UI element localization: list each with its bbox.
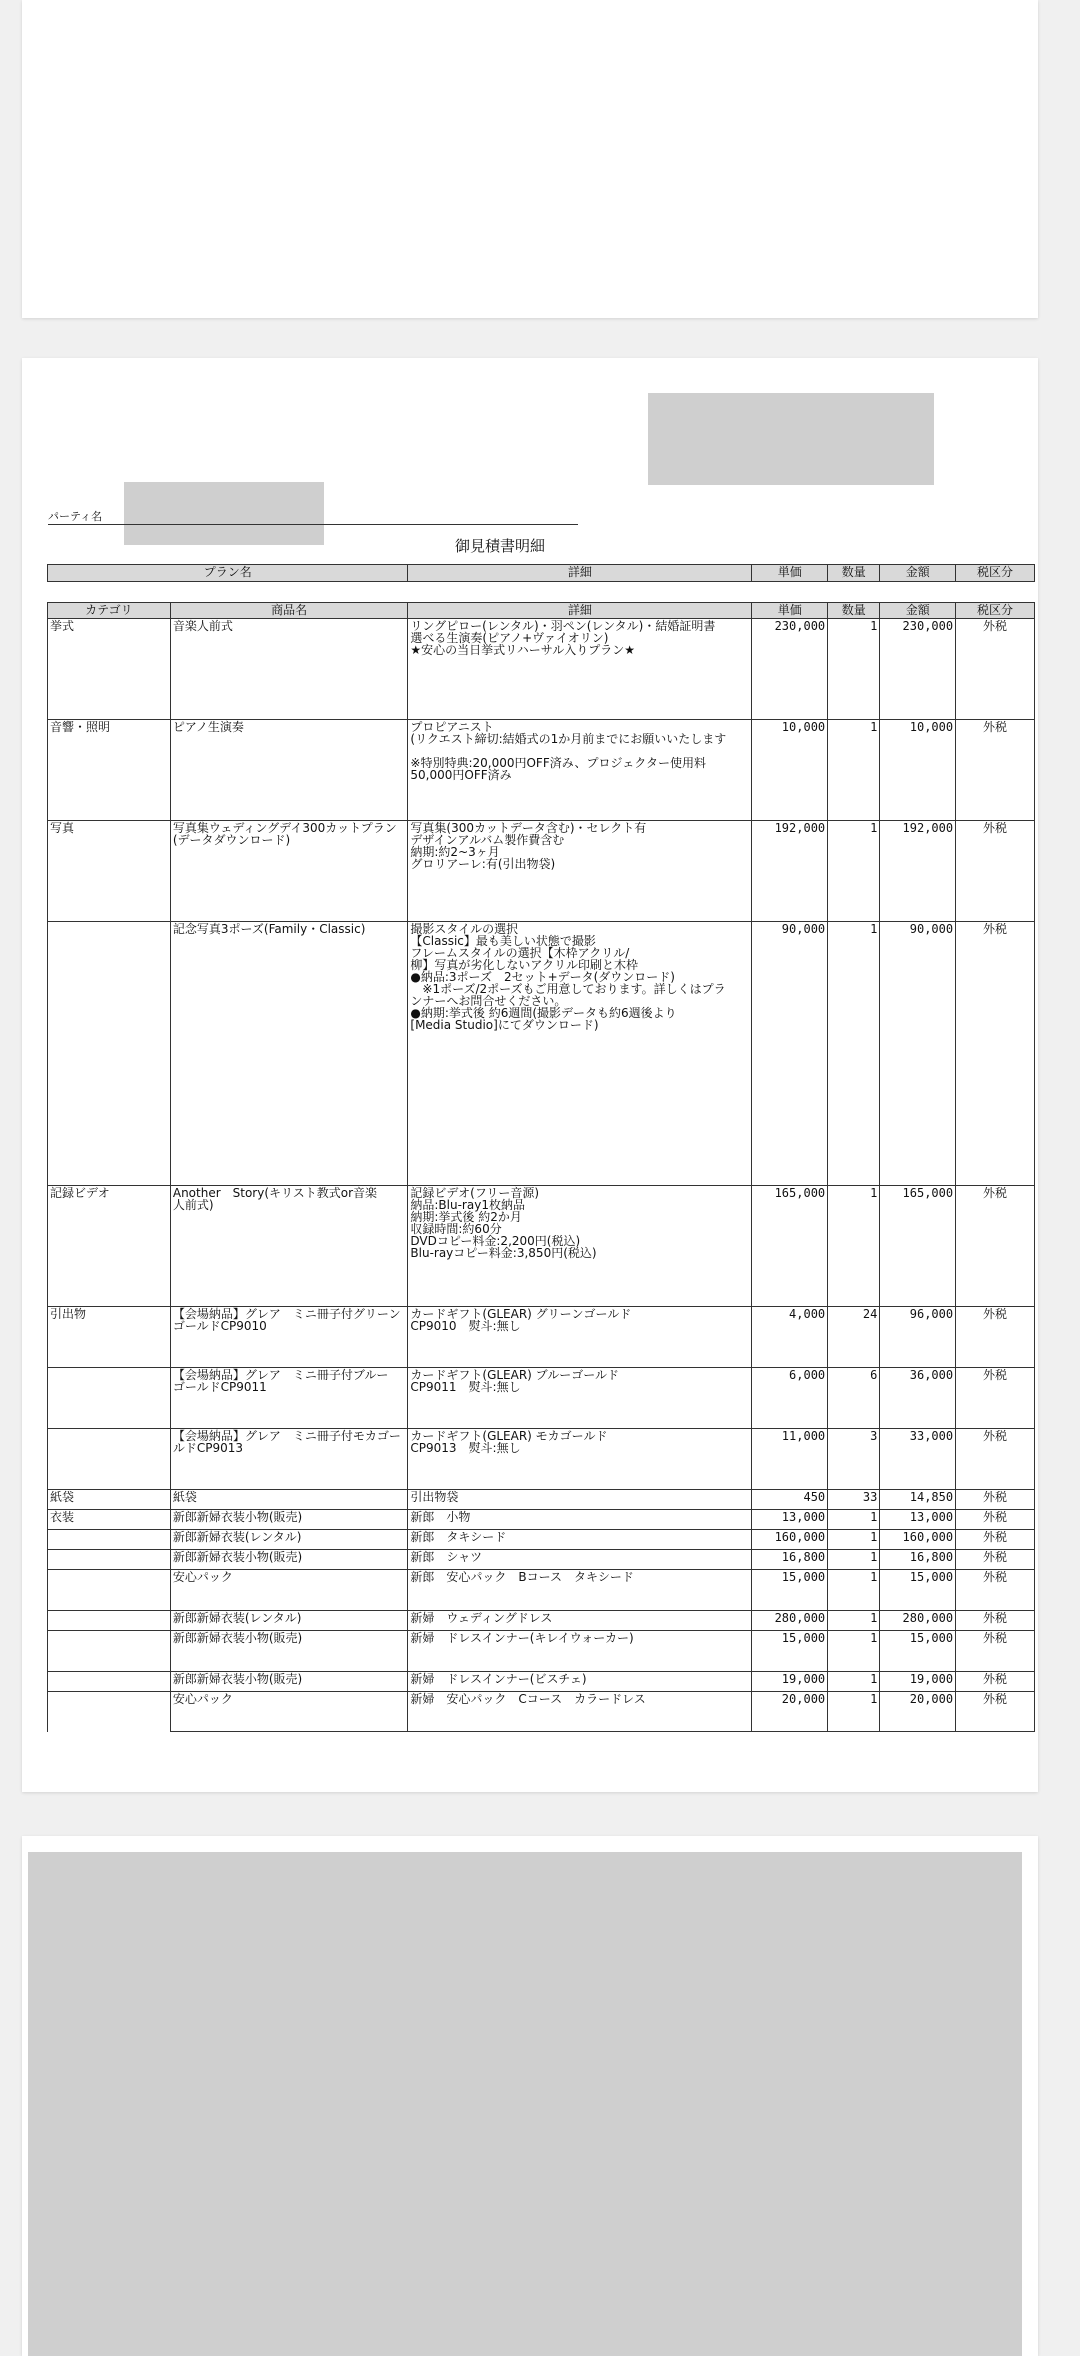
tax-type-cell: 外税 bbox=[956, 821, 1035, 922]
amount-cell: 14,850 bbox=[880, 1490, 956, 1510]
table-row bbox=[48, 1611, 1035, 1631]
quantity-cell: 1 bbox=[828, 720, 880, 821]
tax-type-cell: 外税 bbox=[956, 619, 1035, 720]
quantity-cell: 1 bbox=[828, 1510, 880, 1530]
unit-price-cell: 280,000 bbox=[752, 1611, 828, 1631]
detail-cell: 新郎 シャツ bbox=[408, 1550, 752, 1570]
unit-price-cell: 19,000 bbox=[752, 1672, 828, 1692]
unit-price-cell: 13,000 bbox=[752, 1510, 828, 1530]
table-row bbox=[48, 1550, 1035, 1570]
product-cell: 【会場納品】グレア ミニ冊子付ブルー ゴールドCP9011 bbox=[170, 1368, 408, 1429]
plan-detail-header: 詳細 bbox=[408, 565, 752, 582]
table-row bbox=[48, 821, 1035, 922]
category-cell: 衣装 bbox=[48, 1510, 171, 1530]
detail-cell: 引出物袋 bbox=[408, 1490, 752, 1510]
table-row bbox=[48, 922, 1035, 1186]
quantity-cell: 1 bbox=[828, 1692, 880, 1732]
plan-header-table bbox=[47, 564, 1035, 582]
product-cell: 新郎新婦衣装小物(販売) bbox=[170, 1550, 408, 1570]
amount-cell: 20,000 bbox=[880, 1692, 956, 1732]
unit-price-cell: 16,800 bbox=[752, 1550, 828, 1570]
category-header: カテゴリ bbox=[48, 603, 171, 619]
category-cell bbox=[48, 1570, 171, 1611]
redacted-page-content bbox=[28, 1852, 1022, 2356]
quantity-cell: 6 bbox=[828, 1368, 880, 1429]
plan-unit-price-header: 単価 bbox=[752, 565, 828, 582]
unit-price-cell: 20,000 bbox=[752, 1692, 828, 1732]
table-row bbox=[48, 1510, 1035, 1530]
category-cell bbox=[48, 1429, 171, 1490]
product-cell: 【会場納品】グレア ミニ冊子付モカゴー ルドCP9013 bbox=[170, 1429, 408, 1490]
tax-type-cell: 外税 bbox=[956, 1429, 1035, 1490]
tax-type-cell: 外税 bbox=[956, 1550, 1035, 1570]
product-cell: 新郎新婦衣装小物(販売) bbox=[170, 1672, 408, 1692]
unit-price-header: 単価 bbox=[752, 603, 828, 619]
unit-price-cell: 11,000 bbox=[752, 1429, 828, 1490]
detail-cell: 新郎 安心パック Bコース タキシード bbox=[408, 1570, 752, 1611]
unit-price-cell: 165,000 bbox=[752, 1186, 828, 1307]
product-cell: 安心パック bbox=[170, 1692, 408, 1732]
unit-price-cell: 4,000 bbox=[752, 1307, 828, 1368]
category-cell bbox=[48, 922, 171, 1186]
detail-cell: 新郎 タキシード bbox=[408, 1530, 752, 1550]
category-cell: 挙式 bbox=[48, 619, 171, 720]
quantity-header: 数量 bbox=[828, 603, 880, 619]
unit-price-cell: 450 bbox=[752, 1490, 828, 1510]
detail-cell: 写真集(300カットデータ含む)・セレクト有 デザインアルバム製作費含む 納期:約2~3ヶ月 グロリアーレ:有(引出物袋) bbox=[408, 821, 752, 922]
tax-type-cell: 外税 bbox=[956, 1368, 1035, 1429]
table-row bbox=[48, 720, 1035, 821]
tax-type-cell: 外税 bbox=[956, 1692, 1035, 1732]
quantity-cell: 1 bbox=[828, 619, 880, 720]
detail-cell: 新婦 ウェディングドレス bbox=[408, 1611, 752, 1631]
detail-cell: 記録ビデオ(フリー音源) 納品:Blu-ray1枚納品 納期:挙式後 約2か月 収録時間:約60分 DVDコピー料金:2,200円(税込) Blu-rayコピー料金:3,850円(税込) bbox=[408, 1186, 752, 1307]
quantity-cell: 1 bbox=[828, 1570, 880, 1611]
category-cell bbox=[48, 1631, 171, 1672]
tax-type-cell: 外税 bbox=[956, 1530, 1035, 1550]
party-name-underline bbox=[48, 524, 578, 525]
product-cell: 新郎新婦衣装(レンタル) bbox=[170, 1611, 408, 1631]
quantity-cell: 3 bbox=[828, 1429, 880, 1490]
amount-cell: 10,000 bbox=[880, 720, 956, 821]
amount-cell: 33,000 bbox=[880, 1429, 956, 1490]
unit-price-cell: 160,000 bbox=[752, 1530, 828, 1550]
amount-cell: 36,000 bbox=[880, 1368, 956, 1429]
category-cell bbox=[48, 1672, 171, 1692]
table-row bbox=[48, 1570, 1035, 1611]
category-cell: 引出物 bbox=[48, 1307, 171, 1368]
quantity-cell: 33 bbox=[828, 1490, 880, 1510]
product-cell: 新郎新婦衣装(レンタル) bbox=[170, 1530, 408, 1550]
quantity-cell: 1 bbox=[828, 1186, 880, 1307]
amount-cell: 165,000 bbox=[880, 1186, 956, 1307]
party-name-label: パーティ名 bbox=[48, 510, 103, 523]
tax-type-cell: 外税 bbox=[956, 922, 1035, 1186]
tax-type-cell: 外税 bbox=[956, 1307, 1035, 1368]
detail-cell: カードギフト(GLEAR) モカゴールド CP9013 熨斗:無し bbox=[408, 1429, 752, 1490]
table-row bbox=[48, 1307, 1035, 1368]
table-row bbox=[48, 1490, 1035, 1510]
amount-cell: 280,000 bbox=[880, 1611, 956, 1631]
category-cell bbox=[48, 1530, 171, 1550]
category-cell bbox=[48, 1368, 171, 1429]
detail-cell: 新婦 ドレスインナー(キレイウォーカー) bbox=[408, 1631, 752, 1672]
quantity-cell: 1 bbox=[828, 821, 880, 922]
plan-name-header: プラン名 bbox=[48, 565, 408, 582]
detail-cell: 新郎 小物 bbox=[408, 1510, 752, 1530]
quantity-cell: 1 bbox=[828, 1550, 880, 1570]
tax-type-cell: 外税 bbox=[956, 1611, 1035, 1631]
document-page-previous bbox=[22, 0, 1038, 318]
detail-cell: カードギフト(GLEAR) グリーンゴールド CP9010 熨斗:無し bbox=[408, 1307, 752, 1368]
redacted-company-block bbox=[648, 393, 934, 485]
category-cell: 写真 bbox=[48, 821, 171, 922]
detail-cell: リングピロー(レンタル)・羽ペン(レンタル)・結婚証明書 選べる生演奏(ピアノ+ヴァイオリン) ★安心の当日挙式リハーサル入りプラン★ bbox=[408, 619, 752, 720]
plan-amount-header: 金額 bbox=[880, 565, 956, 582]
quantity-cell: 24 bbox=[828, 1307, 880, 1368]
amount-cell: 16,800 bbox=[880, 1550, 956, 1570]
detail-cell: カードギフト(GLEAR) ブルーゴールド CP9011 熨斗:無し bbox=[408, 1368, 752, 1429]
unit-price-cell: 10,000 bbox=[752, 720, 828, 821]
product-cell: 音楽人前式 bbox=[170, 619, 408, 720]
detail-cell: 新婦 ドレスインナー(ビスチェ) bbox=[408, 1672, 752, 1692]
amount-cell: 15,000 bbox=[880, 1631, 956, 1672]
amount-header: 金額 bbox=[880, 603, 956, 619]
table-row bbox=[48, 619, 1035, 720]
tax-type-cell: 外税 bbox=[956, 1672, 1035, 1692]
product-header: 商品名 bbox=[170, 603, 408, 619]
tax-type-cell: 外税 bbox=[956, 1186, 1035, 1307]
quantity-cell: 1 bbox=[828, 1631, 880, 1672]
amount-cell: 160,000 bbox=[880, 1530, 956, 1550]
tax-type-header: 税区分 bbox=[956, 603, 1035, 619]
product-cell: 紙袋 bbox=[170, 1490, 408, 1510]
quantity-cell: 1 bbox=[828, 1672, 880, 1692]
unit-price-cell: 15,000 bbox=[752, 1570, 828, 1611]
table-row bbox=[48, 1368, 1035, 1429]
table-row bbox=[48, 1631, 1035, 1672]
product-cell: 記念写真3ポーズ(Family・Classic) bbox=[170, 922, 408, 1186]
category-cell: 記録ビデオ bbox=[48, 1186, 171, 1307]
amount-cell: 230,000 bbox=[880, 619, 956, 720]
table-row bbox=[48, 1530, 1035, 1550]
detail-cell: プロピアニスト (リクエスト締切:結婚式の1か月前までにお願いいたします ※特別特典:20,000円OFF済み、プロジェクター使用料 50,000円OFF済み bbox=[408, 720, 752, 821]
amount-cell: 13,000 bbox=[880, 1510, 956, 1530]
category-cell bbox=[48, 1611, 171, 1631]
quantity-cell: 1 bbox=[828, 922, 880, 1186]
quantity-cell: 1 bbox=[828, 1530, 880, 1550]
table-row bbox=[48, 1186, 1035, 1307]
amount-cell: 96,000 bbox=[880, 1307, 956, 1368]
product-cell: Another Story(キリスト教式or音楽 人前式) bbox=[170, 1186, 408, 1307]
amount-cell: 15,000 bbox=[880, 1570, 956, 1611]
table-row bbox=[48, 1429, 1035, 1490]
tax-type-cell: 外税 bbox=[956, 1570, 1035, 1611]
unit-price-cell: 230,000 bbox=[752, 619, 828, 720]
tax-type-cell: 外税 bbox=[956, 1631, 1035, 1672]
amount-cell: 19,000 bbox=[880, 1672, 956, 1692]
category-cell: 紙袋 bbox=[48, 1490, 171, 1510]
plan-quantity-header: 数量 bbox=[828, 565, 880, 582]
plan-tax-header: 税区分 bbox=[956, 565, 1035, 582]
estimate-detail-table bbox=[47, 602, 1035, 1732]
document-title: 御見積書明細 bbox=[454, 537, 545, 555]
product-cell: ピアノ生演奏 bbox=[170, 720, 408, 821]
category-cell bbox=[48, 1692, 171, 1732]
unit-price-cell: 192,000 bbox=[752, 821, 828, 922]
document-page-estimate bbox=[22, 358, 1038, 1792]
detail-cell: 新婦 安心パック Cコース カラードレス bbox=[408, 1692, 752, 1732]
detail-header: 詳細 bbox=[408, 603, 752, 619]
amount-cell: 90,000 bbox=[880, 922, 956, 1186]
quantity-cell: 1 bbox=[828, 1611, 880, 1631]
amount-cell: 192,000 bbox=[880, 821, 956, 922]
product-cell: 安心パック bbox=[170, 1570, 408, 1611]
unit-price-cell: 90,000 bbox=[752, 922, 828, 1186]
table-row bbox=[48, 1692, 1035, 1732]
unit-price-cell: 15,000 bbox=[752, 1631, 828, 1672]
unit-price-cell: 6,000 bbox=[752, 1368, 828, 1429]
category-cell bbox=[48, 1550, 171, 1570]
tax-type-cell: 外税 bbox=[956, 720, 1035, 821]
table-row bbox=[48, 1672, 1035, 1692]
product-cell: 写真集ウェディングデイ300カットプラン (データダウンロード) bbox=[170, 821, 408, 922]
tax-type-cell: 外税 bbox=[956, 1490, 1035, 1510]
document-page-next bbox=[22, 1836, 1038, 2356]
tax-type-cell: 外税 bbox=[956, 1510, 1035, 1530]
category-cell: 音響・照明 bbox=[48, 720, 171, 821]
product-cell: 新郎新婦衣装小物(販売) bbox=[170, 1631, 408, 1672]
detail-cell: 撮影スタイルの選択 【Classic】最も美しい状態で撮影 フレームスタイルの選択【木枠アクリル/ 柳】写真が劣化しないアクリル印刷と木枠 ●納品:3ポーズ 2セット+データ(ダウンロード) ※1ポーズ/2ポーズもご用意しております。詳しくはプラ ンナーへお問合せください。 ●納期:挙式後 約6週間(撮影データも約6週後より [Media Studio]にてダウンロード) bbox=[408, 922, 752, 1186]
product-cell: 【会場納品】グレア ミニ冊子付グリーン ゴールドCP9010 bbox=[170, 1307, 408, 1368]
product-cell: 新郎新婦衣装小物(販売) bbox=[170, 1510, 408, 1530]
